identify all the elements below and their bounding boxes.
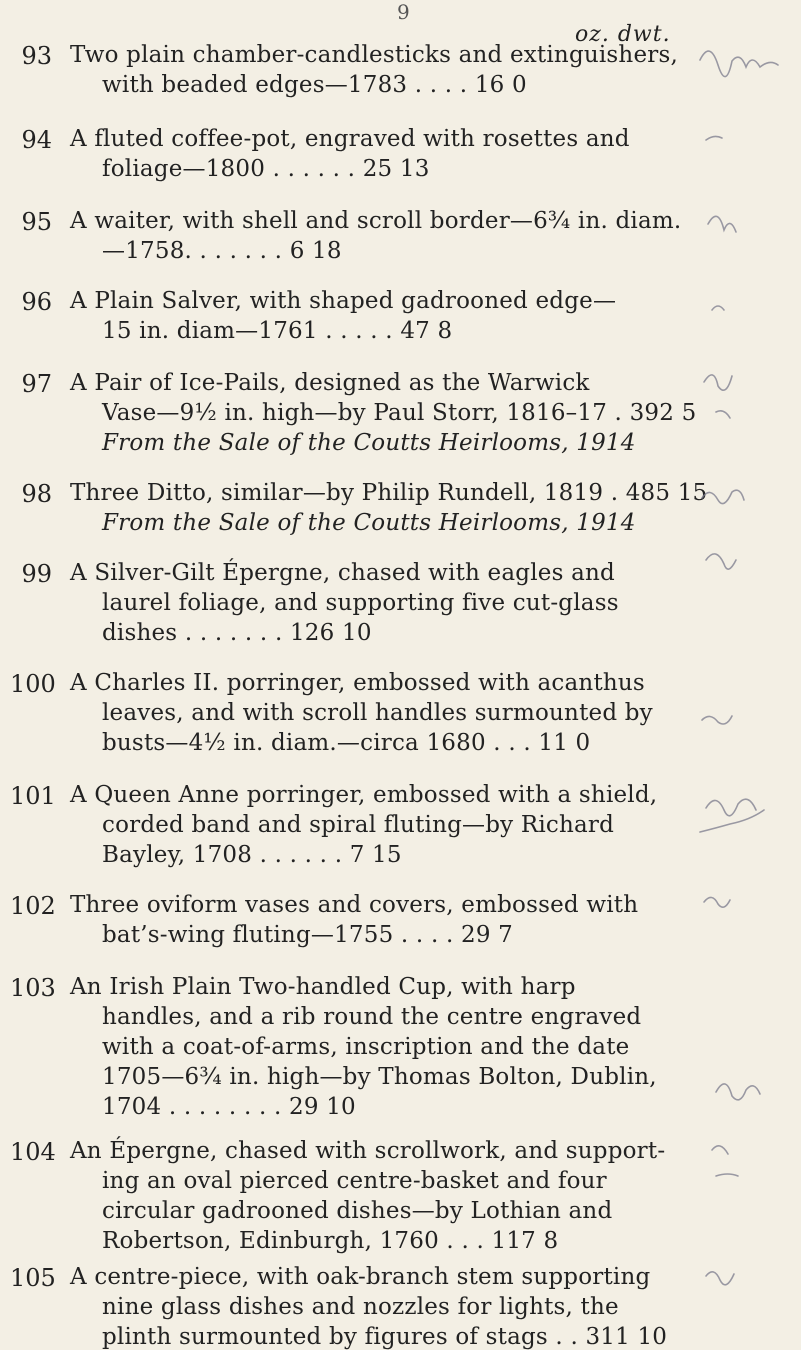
lot-line: nine glass dishes and nozzles for lights, the [102,1294,619,1320]
lot-number: 93 [21,42,52,70]
lot-line: Vase—9½ in. high—by Paul Storr, 1816–17 . 392 5 [102,400,697,426]
pencil-mark [706,1272,734,1285]
lot-line: Three oviform vases and covers, embossed with [70,892,639,918]
lot-line: Robertson, Edinburgh, 1760 . . . 117 8 [102,1228,559,1254]
lot-number: 100 [10,670,56,698]
lot-line: handles, and a rib round the centre engraved [102,1004,642,1030]
lot-line: leaves, and with scroll handles surmounted by [102,700,653,726]
lot-number: 98 [21,480,52,508]
lot-line: A waiter, with shell and scroll border—6¾ in. diam. [70,208,682,234]
lot-number: 105 [10,1264,56,1292]
lot-line: A Plain Salver, with shaped gadrooned edge— [70,288,617,314]
pencil-mark [700,51,778,76]
lot-line: A Queen Anne porringer, embossed with a shield, [70,782,658,808]
lot-line: An Épergne, chased with scrollwork, and support- [70,1138,666,1164]
lot-line: A Charles II. porringer, embossed with acanthus [70,670,645,696]
lot-number: 104 [10,1138,56,1166]
lot-line: plinth surmounted by figures of stags . . 311 10 [102,1324,668,1350]
lot-number: 94 [21,126,52,154]
pencil-mark [702,490,744,503]
pencil-mark [706,136,722,140]
lot-line: An Irish Plain Two-handled Cup, with harp [70,974,576,1000]
lot-line: dishes . . . . . . . 126 10 [102,620,372,646]
lot-number: 103 [10,974,56,1002]
pencil-mark [712,306,724,310]
lot-line: 15 in. diam—1761 . . . . . 47 8 [102,318,453,344]
pencil-mark [716,1084,760,1100]
lot-line: —1758. . . . . . . 6 18 [102,238,342,264]
lot-line: Bayley, 1708 . . . . . . 7 15 [102,842,402,868]
lot-line: busts—4½ in. diam.—circa 1680 . . . 11 0 [102,730,591,756]
lot-number: 97 [21,370,52,398]
lot-line: 1705—6¾ in. high—by Thomas Bolton, Dublin, [102,1064,657,1090]
lot-line: Two plain chamber-candlesticks and extinguishers, [70,42,678,68]
lot-line: A fluted coffee-pot, engraved with rosettes and [70,126,630,152]
pencil-mark [704,375,732,418]
page-number: 9 [397,0,410,24]
lot-line: A Pair of Ice-Pails, designed as the Warwick [70,370,590,396]
lot-line: 1704 . . . . . . . . 29 10 [102,1094,356,1120]
lot-number: 96 [21,288,52,316]
pencil-mark [706,554,736,569]
lot-line: A centre-piece, with oak-branch stem supporting [70,1264,651,1290]
lot-number: 101 [10,782,56,810]
pencil-mark [712,1146,738,1176]
provenance-line: From the Sale of the Coutts Heirlooms, 1914 [102,510,636,536]
pencil-mark [702,716,732,724]
lot-line: ing an oval pierced centre-basket and four [102,1168,607,1194]
lot-number: 95 [21,208,52,236]
lot-line: laurel foliage, and supporting five cut-glass [102,590,619,616]
lot-line: with beaded edges—1783 . . . . 16 0 [102,72,527,98]
lot-line: foliage—1800 . . . . . . 25 13 [102,156,430,182]
provenance-line: From the Sale of the Coutts Heirlooms, 1914 [102,430,636,456]
pencil-mark [700,799,764,832]
lot-line: circular gadrooned dishes—by Lothian and [102,1198,613,1224]
lot-line: corded band and spiral fluting—by Richard [102,812,615,838]
pencil-mark [704,897,730,907]
lot-line: A Silver-Gilt Épergne, chased with eagles and [70,560,615,586]
lot-line: with a coat-of-arms, inscription and the date [102,1034,630,1060]
units-header: oz. dwt. [575,22,671,47]
lot-line: bat’s-wing fluting—1755 . . . . 29 7 [102,922,514,948]
lot-number: 102 [10,892,56,920]
pencil-mark [708,216,736,232]
lot-line: Three Ditto, similar—by Philip Rundell, 1819 . 485 15 [70,480,708,506]
lot-number: 99 [21,560,52,588]
